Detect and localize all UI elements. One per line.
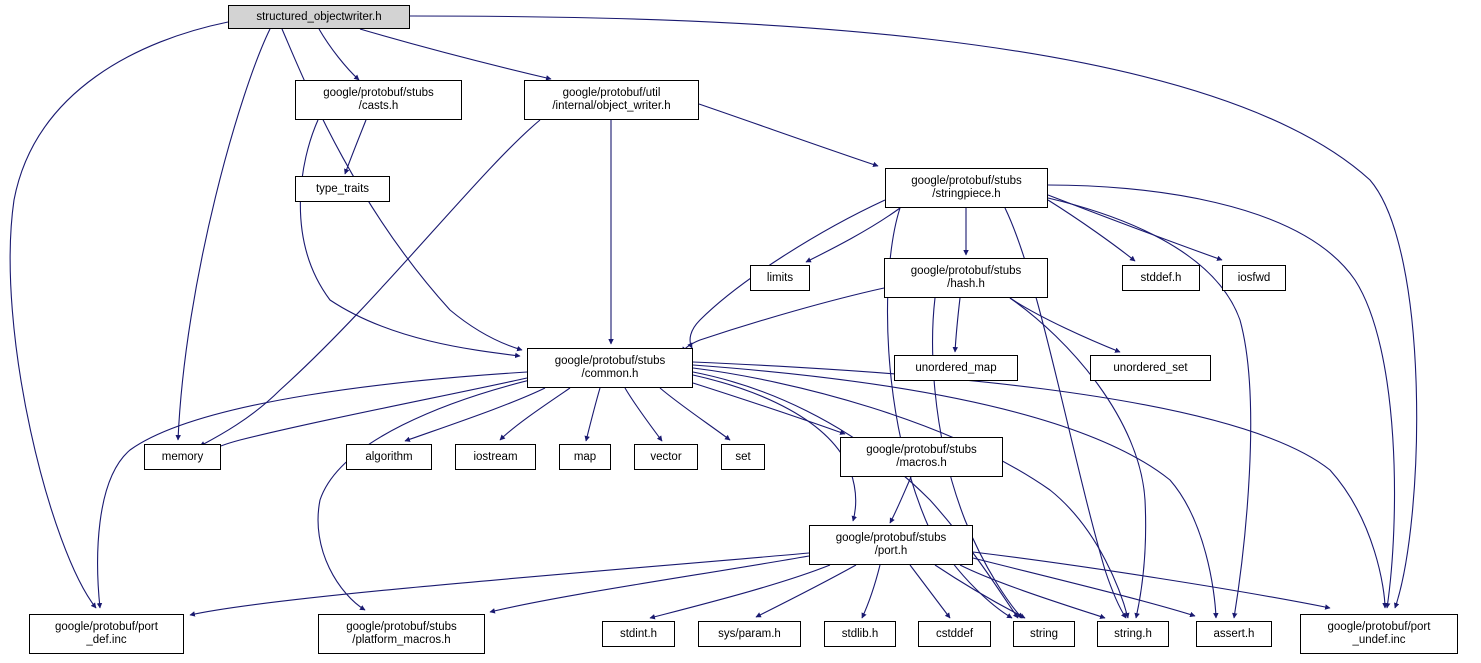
- graph-edge: [806, 208, 900, 262]
- graph-node-label: /platform_macros.h: [352, 634, 451, 646]
- graph-edge: [190, 553, 809, 615]
- graph-edge: [910, 565, 950, 618]
- graph-node-label: assert.h: [1213, 627, 1255, 640]
- graph-node-label: unordered_set: [1113, 361, 1188, 374]
- graph-node-label: /common.h: [581, 368, 639, 380]
- graph-node[interactable]: [1097, 621, 1169, 647]
- graph-edge: [693, 365, 1216, 618]
- graph-edge: [693, 368, 1128, 618]
- graph-edge: [699, 104, 878, 166]
- graph-node-label: iostream: [473, 450, 518, 463]
- graph-edge: [586, 388, 600, 441]
- graph-node[interactable]: [295, 80, 462, 120]
- graph-node-label: google/protobuf/stubs: [835, 532, 947, 544]
- graph-edge: [955, 298, 960, 352]
- graph-edge: [360, 29, 551, 79]
- graph-node-label: /port.h: [874, 545, 908, 557]
- graph-edge: [1048, 198, 1251, 618]
- graph-node-label: /internal/object_writer.h: [552, 100, 671, 112]
- graph-edge: [1048, 200, 1135, 261]
- graph-node[interactable]: [318, 614, 485, 654]
- graph-edge: [650, 565, 830, 618]
- graph-edge: [178, 29, 270, 440]
- graph-node-label: string.h: [1114, 627, 1152, 640]
- graph-edge: [318, 380, 530, 610]
- graph-edge: [693, 375, 856, 521]
- graph-node-label: stddef.h: [1140, 271, 1182, 284]
- graph-node[interactable]: [524, 80, 699, 120]
- graph-node-label: _def.inc: [86, 634, 127, 646]
- graph-edge: [405, 388, 545, 441]
- graph-node-label: sys/param.h: [718, 627, 781, 640]
- graph-node[interactable]: [559, 444, 611, 470]
- graph-node[interactable]: [228, 5, 410, 29]
- graph-node[interactable]: [346, 444, 432, 470]
- graph-node[interactable]: [29, 614, 184, 654]
- graph-node-label: google/protobuf/stubs: [910, 265, 1022, 277]
- graph-node[interactable]: [527, 348, 693, 388]
- graph-node-label: limits: [766, 271, 794, 284]
- graph-node-label: google/protobuf/stubs: [554, 355, 666, 367]
- graph-node-label: iosfwd: [1237, 271, 1271, 284]
- graph-edge: [682, 288, 884, 352]
- graph-node[interactable]: [455, 444, 536, 470]
- graph-edge: [973, 552, 1330, 608]
- graph-node-label: google/protobuf/util: [562, 87, 661, 99]
- graph-edge: [319, 29, 359, 80]
- graph-edge: [660, 388, 730, 440]
- graph-edge: [98, 372, 527, 608]
- graph-node[interactable]: [144, 444, 221, 470]
- graph-node-label: cstddef: [935, 627, 974, 640]
- graph-edge: [210, 378, 527, 451]
- graph-edge: [693, 362, 1385, 608]
- graph-node[interactable]: [1122, 265, 1200, 291]
- graph-node[interactable]: [1013, 621, 1075, 647]
- graph-node[interactable]: [721, 444, 765, 470]
- graph-node-label: stdlib.h: [841, 627, 879, 640]
- graph-edge: [890, 477, 911, 523]
- graph-node-label: google/protobuf/stubs: [866, 444, 977, 456]
- graph-edge: [490, 556, 809, 612]
- graph-edge: [345, 120, 366, 174]
- graph-node-label: stdint.h: [619, 627, 658, 640]
- graph-node[interactable]: [824, 621, 896, 647]
- graph-edge: [1048, 185, 1395, 608]
- graph-node[interactable]: [295, 176, 390, 202]
- graph-node-label: /casts.h: [358, 100, 399, 112]
- graph-node-label: _undef.inc: [1352, 634, 1406, 646]
- graph-node-label: google/protobuf/port: [55, 621, 158, 633]
- graph-edge: [10, 22, 228, 608]
- graph-edge: [693, 383, 845, 434]
- graph-node-label: google/protobuf/stubs: [323, 87, 434, 99]
- graph-edge: [960, 565, 1105, 618]
- graph-edge: [625, 388, 662, 441]
- graph-node-label: unordered_map: [915, 361, 997, 374]
- graph-edge: [935, 565, 1025, 618]
- graph-node[interactable]: [840, 437, 1003, 477]
- graph-node[interactable]: [602, 621, 675, 647]
- graph-node-label: set: [735, 450, 751, 463]
- graph-node-label: string: [1029, 627, 1059, 640]
- graph-edge: [693, 372, 1018, 618]
- graph-node-label: google/protobuf/stubs: [911, 175, 1022, 187]
- graph-node[interactable]: [809, 525, 973, 565]
- graph-node[interactable]: [750, 265, 810, 291]
- graph-node-label: /macros.h: [896, 457, 947, 469]
- graph-node[interactable]: [634, 444, 698, 470]
- graph-node-label: vector: [650, 450, 682, 463]
- graph-edge: [973, 558, 1195, 616]
- graph-node[interactable]: [698, 621, 801, 647]
- graph-node-label: /hash.h: [947, 278, 985, 290]
- graph-edge: [300, 120, 520, 356]
- graph-node-label: structured_objectwriter.h: [256, 10, 382, 23]
- graph-node[interactable]: [894, 355, 1018, 381]
- graph-node[interactable]: [884, 258, 1048, 298]
- graph-edge: [1010, 298, 1120, 352]
- graph-node[interactable]: [918, 621, 991, 647]
- graph-node[interactable]: [1090, 355, 1211, 381]
- graph-edge: [862, 565, 880, 618]
- graph-edge: [500, 388, 570, 440]
- graph-node[interactable]: [1222, 265, 1286, 291]
- graph-node-label: google/protobuf/port: [1327, 621, 1431, 633]
- graph-edge: [200, 120, 540, 446]
- graph-node-label: type_traits: [315, 182, 370, 195]
- graph-node-label: memory: [161, 450, 204, 463]
- graph-node[interactable]: [1196, 621, 1272, 647]
- graph-node-label: google/protobuf/stubs: [346, 621, 457, 633]
- graph-edge: [1010, 298, 1146, 618]
- graph-edge: [756, 565, 856, 617]
- graph-node[interactable]: [885, 168, 1048, 208]
- graph-node[interactable]: [1300, 614, 1458, 654]
- graph-edge: [1048, 195, 1222, 260]
- graph-node-label: map: [573, 450, 597, 463]
- graph-node-label: /stringpiece.h: [932, 188, 1001, 200]
- graph-node-label: algorithm: [365, 450, 413, 463]
